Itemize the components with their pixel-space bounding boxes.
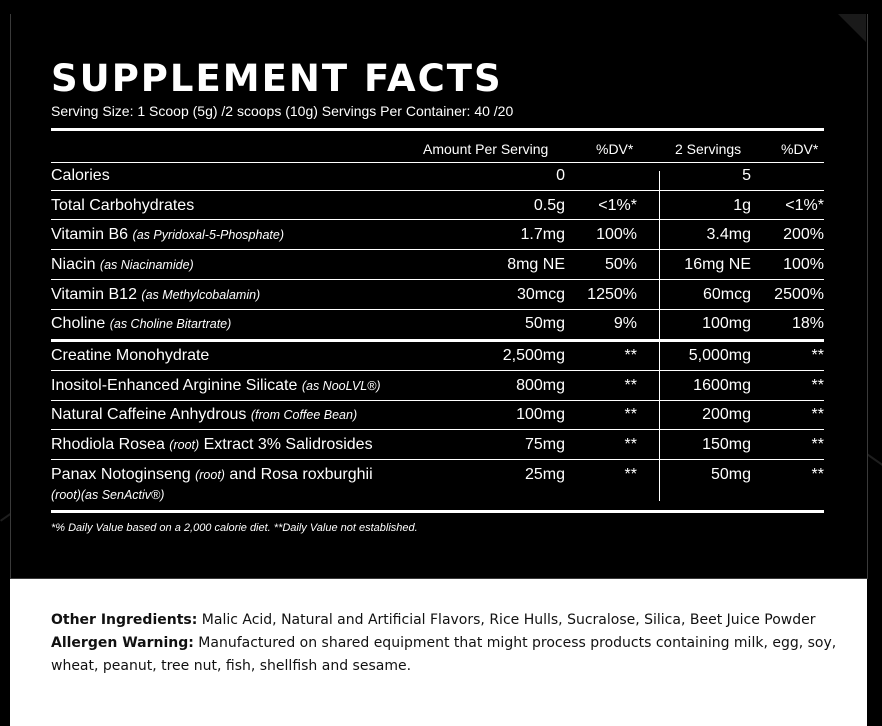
row-value-amt2: 1g [733,197,751,214]
other-ingredients-label: Other Ingredients: [51,612,198,628]
rule [51,370,824,371]
ingredients-section [10,579,867,726]
row-value-amt2: 1600mg [693,377,751,394]
rule [51,279,824,280]
row-value-amt: 2,500mg [502,347,565,364]
rule [51,510,824,513]
rule [51,309,824,310]
row-value-amt2: 150mg [702,436,751,453]
row-value-dv2: 2500% [774,286,824,303]
nutrient-name: Natural Caffeine Anhydrous (from Coffee Bean) [51,406,358,423]
allergen-text: Manufactured on shared equipment that might process products containing milk, egg, soy, wheat, peanut, tree nut, fish, shellfish and sesame. [51,635,837,674]
nutrient-name: Rhodiola Rosea (root) Extract 3% Salidrosides [51,436,373,453]
rule [51,339,824,342]
row-value-dv2: 18% [791,315,824,332]
column-header: %DV* [781,141,819,157]
row-value-amt: 0 [556,167,565,184]
nutrient-name: Creatine Monohydrate [51,347,210,364]
column-header: Amount Per Serving [423,141,549,157]
row-value-dv: 50% [604,256,637,273]
row-value-dv: 100% [596,226,637,243]
row-value-amt2: 3.4mg [706,226,751,243]
row-value-amt2: 5 [742,167,751,184]
rule [51,190,824,191]
row-value-dv: ** [624,347,637,364]
nutrient-name: Choline (as Choline Bitartrate) [51,315,232,332]
nutrient-name: Panax Notoginseng (root) and Rosa roxburghii (root)(as SenActiv®) [51,466,373,502]
row-value-dv2: ** [811,436,824,453]
row-value-amt: 1.7mg [520,226,565,243]
panel-title: SUPPLEMENT FACTS [51,57,503,100]
rule [51,459,824,460]
row-value-amt: 0.5g [533,197,565,214]
row-value-dv: ** [624,466,637,483]
row-value-dv: 1250% [587,286,637,303]
row-value-dv: ** [624,406,637,423]
rule [51,219,824,220]
row-value-amt: 75mg [524,436,565,453]
nutrient-name: Calories [51,167,110,184]
row-value-amt2: 5,000mg [688,347,751,364]
row-value-amt2: 50mg [710,466,751,483]
nutrient-name: Vitamin B6 (as Pyridoxal-5-Phosphate) [51,226,284,243]
row-value-amt: 25mg [524,466,565,483]
row-value-dv2: <1%* [785,197,824,214]
row-value-amt2: 100mg [702,315,751,332]
row-value-amt2: 60mcg [702,286,751,303]
row-value-amt: 50mg [524,315,565,332]
row-value-amt: 8mg NE [507,256,565,273]
footnote: *% Daily Value based on a 2,000 calorie diet. **Daily Value not established. [51,522,418,534]
row-value-amt: 800mg [516,377,565,394]
row-value-dv2: 200% [783,226,824,243]
row-value-dv2: ** [811,466,824,483]
row-value-amt2: 200mg [702,406,751,423]
row-value-dv: 9% [613,315,637,332]
row-value-dv: ** [624,377,637,394]
row-value-dv2: ** [811,406,824,423]
rule [51,128,824,131]
row-value-dv2: ** [811,377,824,394]
row-value-amt: 30mcg [516,286,565,303]
serving-info: Serving Size: 1 Scoop (5g) /2 scoops (10g) Servings Per Container: 40 /20 [51,103,514,119]
nutrient-name: Total Carbohydrates [51,197,195,214]
column-header: %DV* [596,141,634,157]
rule [51,400,824,401]
rule [51,429,824,430]
rule [51,162,824,163]
nutrient-name: Niacin (as Niacinamide) [51,256,194,273]
column-separator [659,171,660,501]
nutrient-name: Vitamin B12 (as Methylcobalamin) [51,286,261,303]
column-header: 2 Servings [675,141,742,157]
row-value-dv2: 100% [783,256,824,273]
nutrient-name: Inositol-Enhanced Arginine Silicate (as NooLVL®) [51,377,381,394]
row-value-amt2: 16mg NE [684,256,751,273]
row-value-amt: 100mg [516,406,565,423]
corner-cut [838,14,866,42]
allergen-label: Allergen Warning: [51,635,194,651]
row-value-dv2: ** [811,347,824,364]
other-ingredients-text: Malic Acid, Natural and Artificial Flavors, Rice Hulls, Sucralose, Silica, Beet Juice Powder [197,612,816,628]
row-value-dv: <1%* [598,197,637,214]
row-value-dv: ** [624,436,637,453]
rule [51,249,824,250]
